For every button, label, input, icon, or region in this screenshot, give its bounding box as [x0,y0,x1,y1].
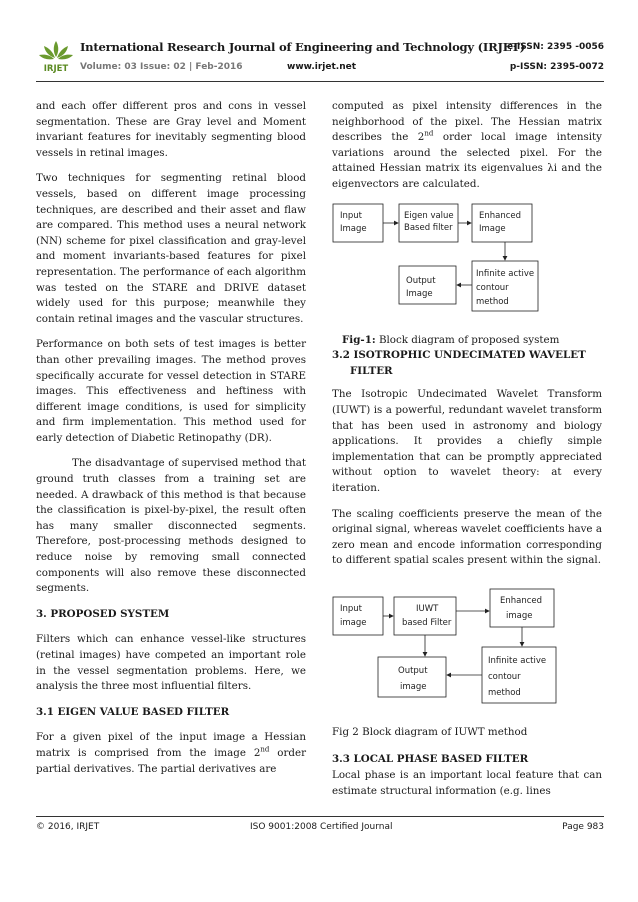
enhanced-image-box [490,589,554,627]
p-issn: p-ISSN: 2395-0072 [509,62,604,72]
svg-text:Infinite active: Infinite active [488,655,547,666]
svg-text:Image: Image [340,223,367,234]
svg-text:Input: Input [340,210,363,221]
figure-1-caption: Fig-1: Block diagram of proposed system [342,333,560,346]
svg-text:Enhanced: Enhanced [479,210,522,221]
figure-1-block-diagram [332,203,602,323]
svg-text:method: method [476,296,509,307]
footer-divider [36,816,604,817]
volume-issue: Volume: 03 Issue: 02 | Feb-2016 [80,62,243,72]
section-heading-proposed-system: 3. PROPOSED SYSTEM [36,607,170,620]
svg-text:Image: Image [479,223,506,234]
svg-text:based Filter: based Filter [402,617,452,628]
svg-text:Infinite active: Infinite active [476,268,535,279]
svg-text:Enhanced: Enhanced [500,595,543,606]
svg-text:Input: Input [340,603,363,614]
paragraph: Filters which can enhance vessel-like structures (retinal images) have competed an important role in the vessel segmentation problems. Here, we analysis the three most influential filters. [36,633,306,693]
e-issn: e-ISSN: 2395 -0056 [507,42,604,52]
paragraph: Local phase is an important local feature that can estimate structural information (e.g. lines [332,769,602,797]
svg-text:contour: contour [476,282,509,293]
logo-text: IRJET [43,64,69,74]
iso-certification: ISO 9001:2008 Certified Journal [250,822,393,832]
paragraph: The scaling coefficients preserve the mean of the original signal, whereas wavelet coefficients have a zero mean and encode information corresponding to different spatial scales present within the signal. [332,507,602,567]
svg-text:Eigen value: Eigen value [404,210,454,221]
iuwt-filter-box [394,597,456,635]
input-image-box [333,597,383,635]
svg-text:image: image [400,681,427,692]
journal-title: International Research Journal of Engineering and Technology (IRJET) [80,40,525,54]
enhanced-image-box [472,204,532,242]
section-heading-iuwt-filter: 3.2 ISOTROPHIC UNDECIMATED WAVELET FILTER [332,349,586,377]
svg-text:Based filter: Based filter [404,222,453,233]
paragraph: computed as pixel intensity differences in the neighborhood of the pixel. The Hessian matrix describes the 2nd order local image intensity variations around the selected pixel. For the attained Hessian matrix its eigenvalues λi and the eigenvectors are calculated. [332,100,603,190]
irjet-logo [36,38,76,78]
page-header [36,38,604,80]
figure-2-block-diagram [332,587,602,711]
section-heading-local-phase-filter: 3.3 LOCAL PHASE BASED FILTER [332,753,529,766]
input-image-box [333,204,383,242]
svg-text:IUWT: IUWT [416,603,439,614]
header-divider [36,81,604,82]
left-column [36,99,306,787]
svg-text:Image: Image [406,288,433,299]
paragraph: Two techniques for segmenting retinal blood vessels, based on different image processing techniques, are described and their asset and flaw are compared. This method uses a neural network (NN) scheme for pixel classification and gray-level and moment invariants-based features for pixel representation. The performance of each algorithm was tested on the STARE and DRIVE dataset widely used for this purpose; meanwhile they contain retinal images and the vascular structures. [36,172,306,325]
svg-text:method: method [488,687,521,698]
svg-text:image: image [506,610,533,621]
right-column [332,99,602,809]
paragraph: The Isotropic Undecimated Wavelet Transform (IUWT) is a powerful, redundant wavelet transform that has been used in astronomy and biology applications. It provides a chiefly simple implementation that can be promptly appreciated without option to wavelet theory: at every iteration. [332,388,602,494]
paragraph: For a given pixel of the input image a Hessian matrix is comprised from the image 2nd order partial derivatives. The partial derivatives are [36,731,306,775]
page-number: Page 983 [562,822,604,832]
paragraph: The disadvantage of supervised method that ground truth classes from a training set are needed. A drawback of this method is that because the classification is pixel-by-pixel, the result often has many smaller disconnected segments. Therefore, post-processing methods designed to reduce noise by removing small connected components will also remove these disconnected segments. [36,457,306,595]
paragraph: and each offer different pros and cons in vessel segmentation. These are Gray level and Moment invariant features for inevitably segmenting blood vessels in retinal images. [36,100,306,159]
svg-text:Output: Output [398,665,428,676]
svg-text:contour: contour [488,671,521,682]
journal-website: www.irjet.net [287,62,357,72]
svg-text:image: image [340,617,367,628]
figure-2-caption: Fig 2 Block diagram of IUWT method [332,725,528,738]
paragraph: Performance on both sets of test images is better than other prevailing images. The method proves specifically accurate for vessel detection in STARE images. This effectiveness and heftiness with different image conditions, is used for simplicity and firm implementation. This method used for early detection of Diabetic Retinopathy (DR). [36,338,306,444]
section-heading-eigen-value-filter: 3.1 EIGEN VALUE BASED FILTER [36,705,230,718]
svg-text:Output: Output [406,275,436,286]
copyright: © 2016, IRJET [36,822,100,832]
